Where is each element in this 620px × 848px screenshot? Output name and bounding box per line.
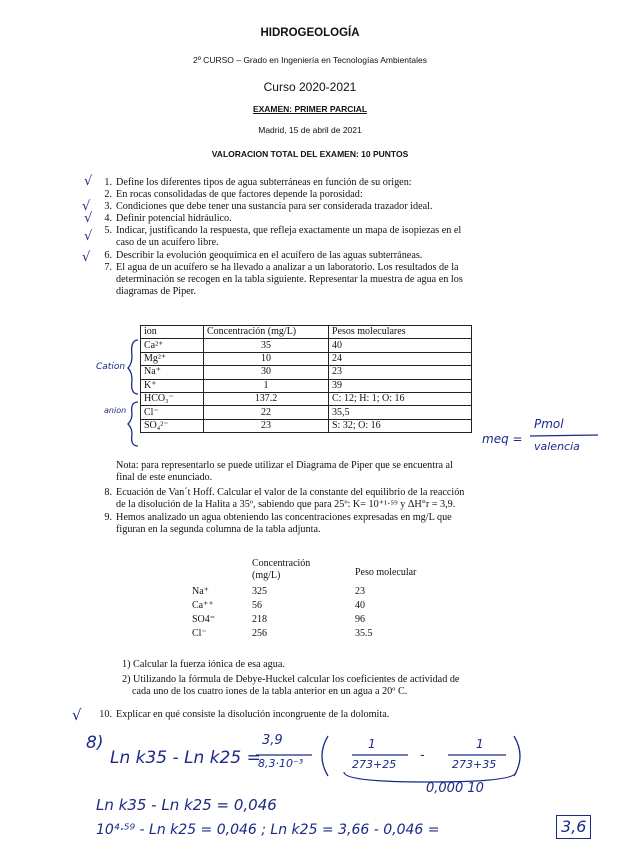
calc-lhs: Ln k35 - Ln k25 = xyxy=(110,748,261,768)
meq-denominator: valencia xyxy=(534,440,580,453)
table-cell: 256 xyxy=(252,628,267,639)
table-cell: Na⁺ xyxy=(192,586,209,597)
term-denominator: 273+35 xyxy=(452,758,497,771)
boxed-answer: 3,6 xyxy=(556,815,591,839)
ion-table xyxy=(140,325,472,433)
exam-type: EXAMEN: PRIMER PARCIAL xyxy=(252,104,368,114)
cation-note: Cation xyxy=(96,362,126,372)
calc-numerator: 3,9 xyxy=(262,733,283,748)
term-numerator: 1 xyxy=(476,737,484,751)
table-row: Na⁺ 30 23 xyxy=(141,366,472,379)
exam-title: HIDROGEOLOGÍA xyxy=(260,27,360,39)
table-row: Ca²⁺ 35 40 xyxy=(141,339,472,352)
check-mark: √ xyxy=(84,229,93,244)
table-cell: 56 xyxy=(252,600,262,611)
table-cell: Ca⁺⁺ xyxy=(192,600,214,611)
table-row: K⁺ 1 39 xyxy=(141,379,472,392)
meq-numerator: Pmol xyxy=(534,417,564,431)
term-numerator: 1 xyxy=(368,737,376,751)
check-mark: √ xyxy=(84,211,93,226)
table-cell: 96 xyxy=(355,614,365,625)
table-cell: 218 xyxy=(252,614,267,625)
calc-result: 0,000 10 xyxy=(426,781,484,796)
table-cell: 23 xyxy=(355,586,365,597)
table-cell: 325 xyxy=(252,586,267,597)
table-header: Pesos moleculares xyxy=(329,326,472,339)
table-header: Concentración xyxy=(252,558,311,569)
sub-question: 1) Calcular la fuerza iónica de esa agua. xyxy=(122,659,285,670)
table-row: Cl⁻ 22 35,5 xyxy=(141,406,472,419)
total-score: VALORACION TOTAL DEL EXAMEN: 10 PUNTOS xyxy=(211,149,409,159)
table-cell: 40 xyxy=(355,600,365,611)
calc-label: 8) xyxy=(86,733,104,753)
table-cell: SO4⁼ xyxy=(192,614,216,625)
calc-line-3: 10⁴·⁵⁹ - Ln k25 = 0,046 ; Ln k25 = 3,66 - 0,046 = xyxy=(96,822,440,838)
exam-date: Madrid, 15 de abril de 2021 xyxy=(258,125,362,135)
table-row: Mg²⁺ 10 24 xyxy=(141,352,472,365)
course-line: 2º CURSO – Grado en Ingeniería en Tecnologías Ambientales xyxy=(192,55,427,65)
table-row: HCO₃⁻ 137.2 C: 12; H: 1; O: 16 xyxy=(141,392,472,405)
table-header: Concentración (mg/L) xyxy=(204,326,329,339)
table-header: (mg/L) xyxy=(252,570,281,581)
calc-denominator: 8,3·10⁻³ xyxy=(258,757,304,770)
bracket-drawing xyxy=(126,338,140,448)
check-mark: √ xyxy=(72,706,82,724)
meq-note: meq = xyxy=(482,432,523,446)
minus-sign: - xyxy=(420,748,425,763)
term-denominator: 273+25 xyxy=(352,758,397,771)
calc-line-2: Ln k35 - Ln k25 = 0,046 xyxy=(96,796,277,814)
table-header-row xyxy=(141,326,472,339)
sub-question: 2) Utilizando la fórmula de Debye-Huckel calcular los coeficientes de actividad de xyxy=(122,674,460,685)
table-header: ion xyxy=(141,326,204,339)
anion-note: anion xyxy=(104,406,127,415)
academic-year: Curso 2020-2021 xyxy=(263,80,357,94)
nota-line: final de este enunciado. xyxy=(116,472,213,483)
table-header: Peso molecular xyxy=(355,567,417,578)
table-cell: Cl⁻ xyxy=(192,628,207,639)
sub-question: cada uno de los cuatro iones de la tabla anterior en un agua a 20º C. xyxy=(132,686,408,697)
check-mark: √ xyxy=(82,250,91,265)
fraction-bar xyxy=(528,433,600,439)
check-mark: √ xyxy=(84,174,93,189)
table-row: SO₄²⁻ 23 S: 32; O: 16 xyxy=(141,419,472,432)
nota-line: Nota: para representarlo se puede utilizar el Diagrama de Piper que se encuentra al xyxy=(116,460,453,471)
check-mark: √ xyxy=(82,199,91,214)
table-cell: 35.5 xyxy=(355,628,373,639)
